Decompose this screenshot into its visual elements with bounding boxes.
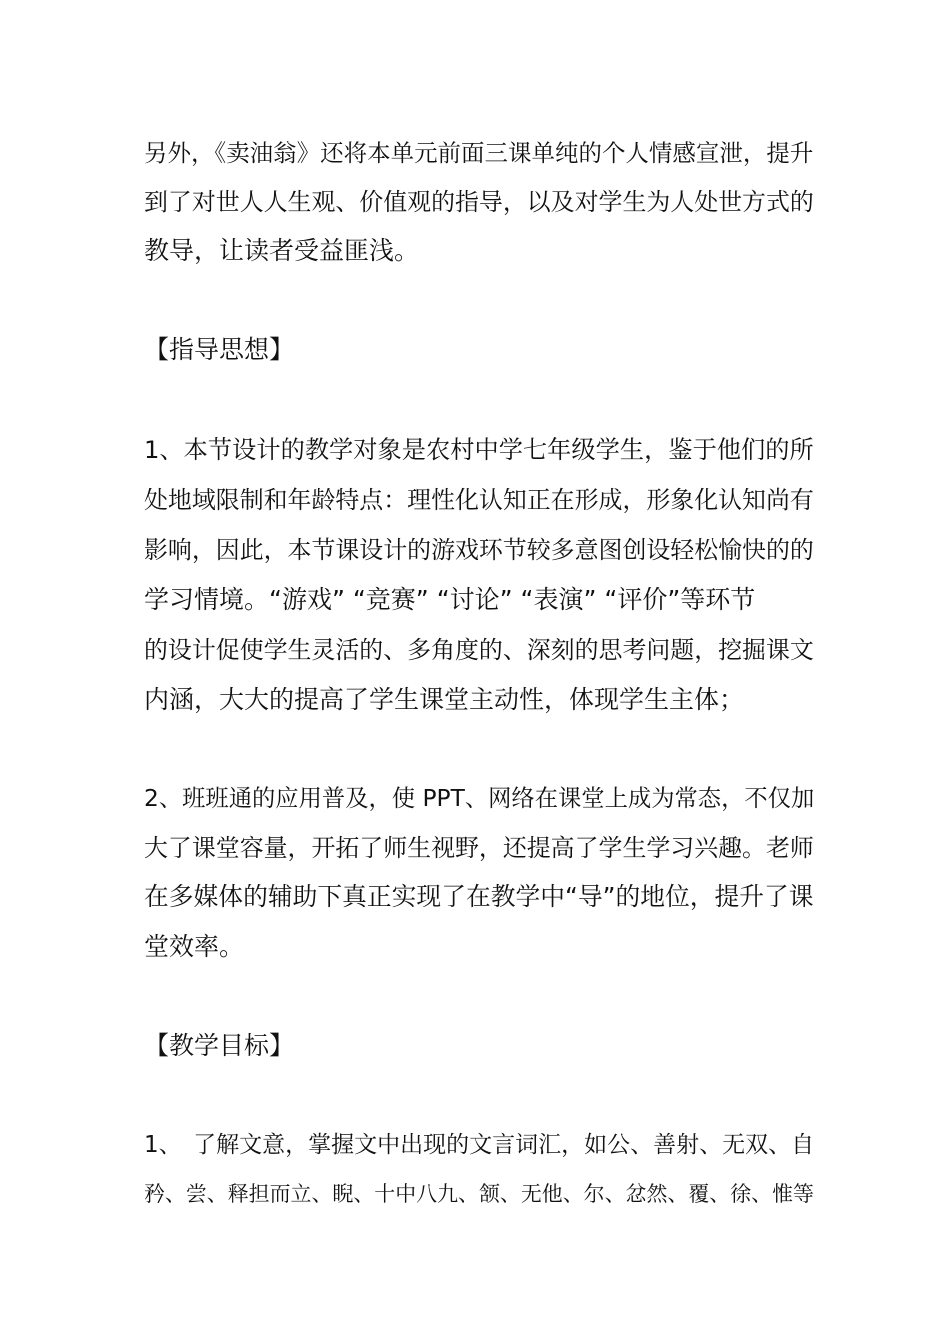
section-heading-objectives: 【教学目标】 bbox=[144, 1031, 295, 1060]
section-heading-guiding: 【指导思想】 bbox=[144, 335, 295, 364]
text-line: 在多媒体的辅助下真正实现了在教学中“导”的地位，提升了课 bbox=[144, 882, 814, 911]
text-line: 1、本节设计的教学对象是农村中学七年级学生，鉴于他们的所 bbox=[144, 435, 814, 464]
text-line: 内涵，大大的提高了学生课堂主动性，体现学生主体； bbox=[144, 685, 745, 714]
text-line: 堂效率。 bbox=[144, 932, 245, 961]
text-line: 学习情境。“游戏” “竞赛” “讨论” “表演” “评价”等环节 bbox=[144, 585, 756, 614]
text-line: 处地域限制和年龄特点：理性化认知正在形成，形象化认知尚有 bbox=[144, 486, 814, 514]
text-line: 2、班班通的应用普及，使 PPT、网络在课堂上成为常态，不仅加 bbox=[144, 785, 815, 812]
text-line: 大了课堂容量，开拓了师生视野，还提高了学生学习兴趣。老师 bbox=[144, 834, 814, 862]
text-line: 矜、尝、释担而立、睨、十中八九、颔、无他、尔、忿然、覆、徐、惟等 bbox=[144, 1182, 814, 1206]
text-line: 1、 了解文意，掌握文中出现的文言词汇，如公、善射、无双、自 bbox=[144, 1132, 815, 1158]
text-line: 影响，因此，本节课设计的游戏环节较多意图创设轻松愉快的的 bbox=[144, 536, 814, 564]
text-line: 的设计促使学生灵活的、多角度的、深刻的思考问题，挖掘课文 bbox=[144, 636, 814, 664]
text-line: 到了对世人人生观、价值观的指导，以及对学生为人处世方式的 bbox=[144, 188, 814, 216]
text-line: 另外，《卖油翁》还将本单元前面三课单纯的个人情感宣泄，提升 bbox=[144, 139, 814, 167]
text-line: 教导，让读者受益匪浅。 bbox=[144, 236, 420, 265]
